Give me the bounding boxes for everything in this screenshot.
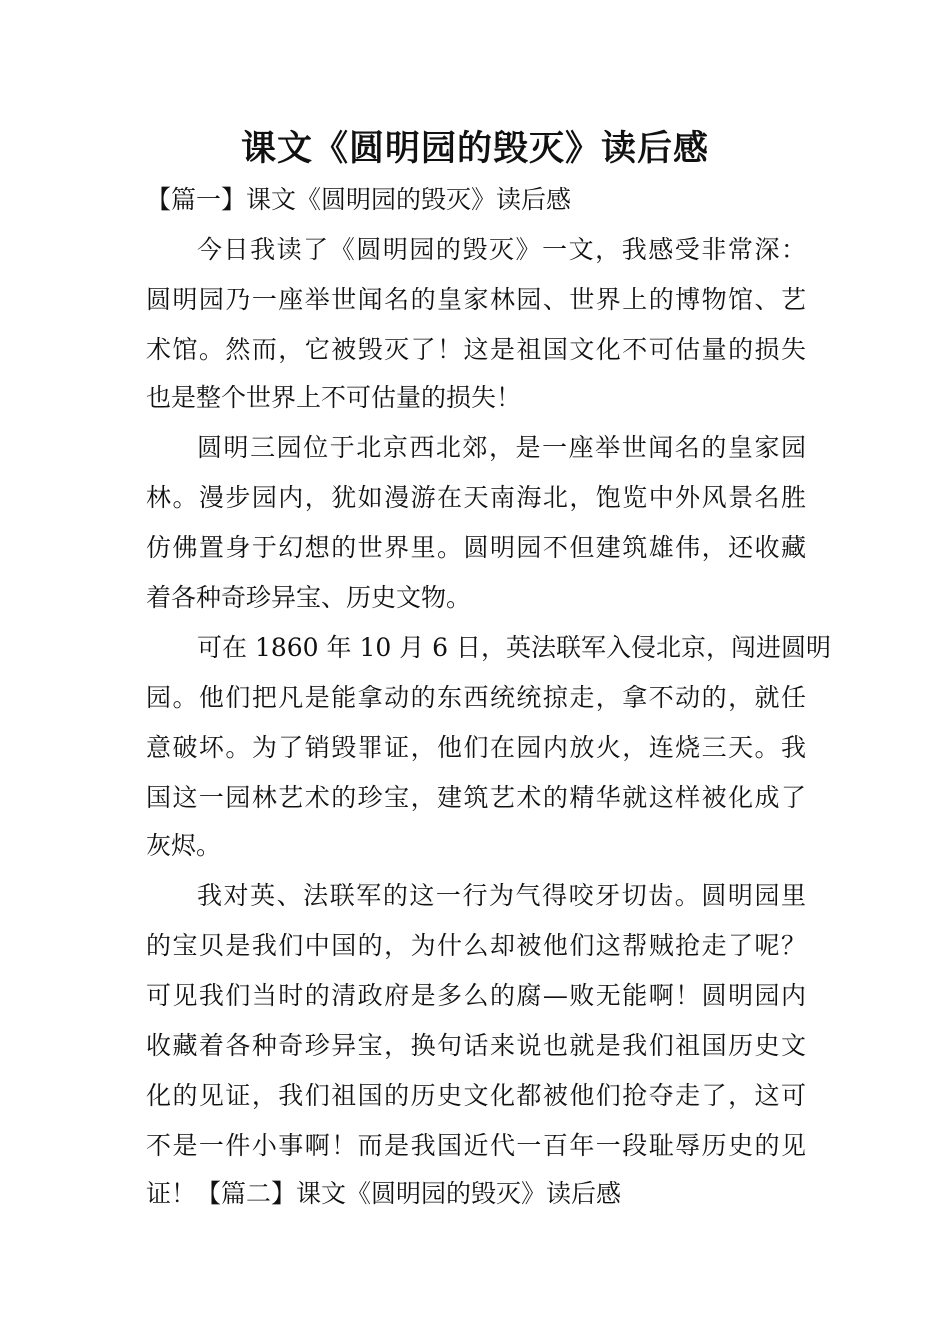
- document-title: 课文《圆明园的毁灭》读后感: [240, 128, 709, 169]
- text-line: 术馆。然而，它被毁灭了！这是祖国文化不可估量的损失: [146, 335, 806, 364]
- text-line: 林。漫步园内，犹如漫游在天南海北，饱览中外风景名胜: [146, 483, 806, 512]
- section-heading-1: 【篇一】课文《圆明园的毁灭》读后感: [146, 185, 572, 214]
- text-line: 意破坏。为了销毁罪证，他们在园内放火，连烧三天。我: [146, 733, 806, 762]
- text-line: 圆明三园位于北京西北郊，是一座举世闻名的皇家园: [197, 433, 806, 462]
- text-line: 不是一件小事啊！而是我国近代一百年一段耻辱历史的见: [146, 1131, 806, 1160]
- text-line: 圆明园乃一座举世闻名的皇家林园、世界上的博物馆、艺: [146, 285, 806, 314]
- text-line: 的宝贝是我们中国的，为什么却被他们这帮贼抢走了呢？: [146, 931, 806, 960]
- text-line: 仿佛置身于幻想的世界里。圆明园不但建筑雄伟，还收藏: [146, 533, 806, 562]
- text-line: 灰烬。: [146, 831, 222, 860]
- text-line: 收藏着各种奇珍异宝，换句话来说也就是我们祖国历史文: [146, 1031, 806, 1060]
- text-line: 化的见证，我们祖国的历史文化都被他们抢夺走了，这可: [146, 1081, 806, 1110]
- text-line: 国这一园林艺术的珍宝，建筑艺术的精华就这样被化成了: [146, 783, 806, 812]
- text-line: 着各种奇珍异宝、历史文物。: [146, 583, 472, 612]
- text-line: 也是整个世界上不可估量的损失！: [146, 383, 522, 412]
- text-line: 可在 1860 年 10 月 6 日，英法联军入侵北京，闯进圆明: [197, 633, 832, 662]
- text-line: 园。他们把凡是能拿动的东西统统掠走，拿不动的，就任: [146, 683, 806, 712]
- text-line: 证！【篇二】课文《圆明园的毁灭》读后感: [146, 1179, 622, 1208]
- text-line: 今日我读了《圆明园的毁灭》一文，我感受非常深：: [197, 235, 806, 264]
- text-line: 我对英、法联军的这一行为气得咬牙切齿。圆明园里: [197, 881, 806, 910]
- text-line: 可见我们当时的清政府是多么的腐—败无能啊！圆明园内: [146, 981, 806, 1010]
